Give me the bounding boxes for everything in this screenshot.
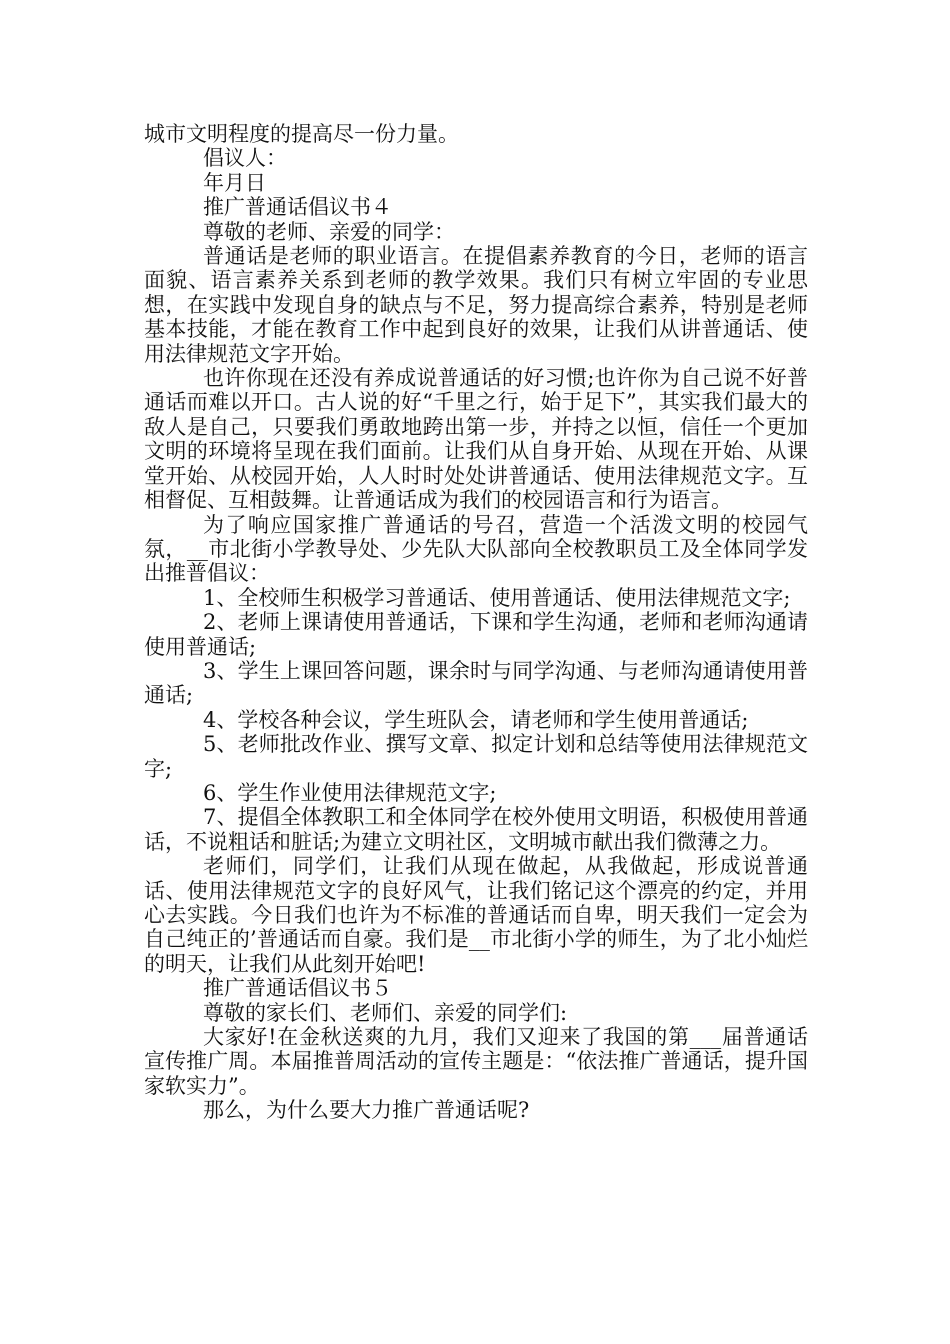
paragraph: 为了响应国家推广普通话的号召，营造一个活泼文明的校园气氛，__市北街小学教导处、少先队大队部向全校教职员工及全体同学发出推普倡议：: [144, 512, 808, 586]
salutation: 尊敬的老师、亲爱的同学：: [203, 219, 455, 244]
date-label: 年月日: [203, 170, 266, 195]
document-body: [144, 122, 808, 1123]
list-item: 3、学生上课回答问题，课余时与同学沟通、与老师沟通请使用普通话;: [144, 658, 808, 708]
list-item: 2、老师上课请使用普通话，下课和学生沟通，老师和老师沟通请使用普通话;: [144, 610, 808, 659]
paragraph: 老师们，同学们，让我们从现在做起，从我做起，形成说普通话、使用法律规范文字的良好风气，让我们铭记这个漂亮的约定，并用心去实践。今日我们也许为不标准的普通话而自卑，明天我们一定会为自己纯正的’普通话而自豪。我们是__市北街小学的师生，为了北小灿烂的明天，让我们从此刻开始吧!: [144, 854, 808, 976]
signature-label: 倡议人：: [203, 146, 287, 171]
paragraph: 城市文明程度的提高尽一份力量。: [144, 122, 459, 146]
list-item: 7、提倡全体教职工和全体同学在校外使用文明语，积极使用普通话，不说粗话和脏话;为建立文明社区，文明城市献出我们微薄之力。: [144, 805, 808, 854]
salutation: 尊敬的家长们、老师们、亲爱的同学们:: [203, 1000, 568, 1025]
list-item: 1、全校师生积极学习普通话、使用普通话、使用法律规范文字;: [203, 585, 791, 610]
section-title: 推广普通话倡议书４: [203, 195, 392, 220]
list-item: 4、学校各种会议，学生班队会，请老师和学生使用普通话;: [203, 707, 749, 732]
section-title: 推广普通话倡议书５: [203, 976, 392, 1001]
list-item: 5、老师批改作业、撰写文章、拟定计划和总结等使用法律规范文字;: [144, 732, 808, 781]
paragraph: 大家好!在金秋送爽的九月，我们又迎来了我国的第___届普通话宣传推广周。本届推普周活动的宣传主题是：“依法推广普通话，提升国家软实力”。: [144, 1025, 808, 1098]
list-item: 6、学生作业使用法律规范文字;: [203, 780, 497, 805]
paragraph: 那么，为什么要大力推广普通话呢?: [203, 1098, 530, 1123]
paragraph: 普通话是老师的职业语言。在提倡素养教育的今日，老师的语言面貌、语言素养关系到老师的教学效果。我们只有树立牢固的专业思想，在实践中发现自身的缺点与不足，努力提高综合素养，特别是老师基本技能，才能在教育工作中起到良好的效果，让我们从讲普通话、使用法律规范文字开始。: [144, 244, 808, 366]
paragraph: 也许你现在还没有养成说普通话的好习惯;也许你为自己说不好普通话而难以开口。古人说的好“千里之行，始于足下”，其实我们最大的敌人是自己，只要我们勇敢地跨出第一步，并持之以恒，信任一个更加文明的环境将呈现在我们面前。让我们从自身开始、从现在开始、从课堂开始、从校园开始，人人时时处处讲普通话、使用法律规范文字。互相督促、互相鼓舞。让普通话成为我们的校园语言和行为语言。: [144, 366, 808, 513]
